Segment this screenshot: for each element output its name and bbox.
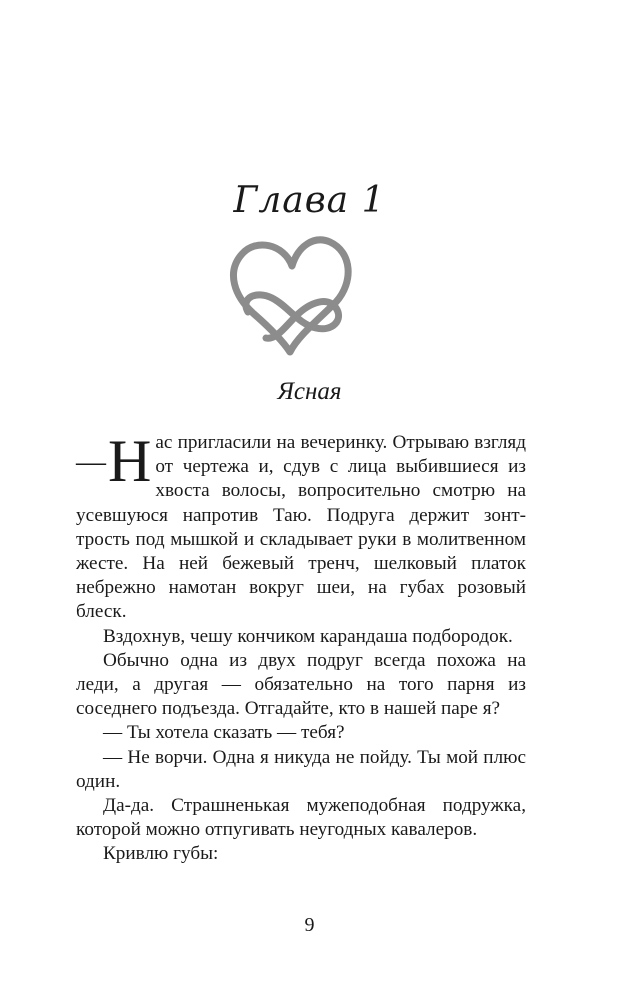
paragraph-7: Кривлю губы: [103, 843, 219, 865]
paragraph-2: Вздохнув, чешу кончиком карандаша подбородок. [103, 625, 513, 647]
heart-infinity-icon [226, 232, 360, 356]
chapter-body [76, 428, 526, 867]
section-title: Ясная [277, 378, 342, 405]
paragraph-6: Да-да. Страшненькая мужеподобная подружка, которой можно отпугивать неугодных кавалеров. [76, 795, 526, 841]
paragraph-1 [76, 428, 526, 625]
dropcap [76, 428, 152, 494]
paragraph-1-text: ас пригласили на вечеринку. Отрываю взгляд от чертежа и, сдув с лица выбившиеся из хвоста волосы, вопросительно смотрю на усевшуюся напротив Таю. Подруга держит зонт-трость под мышкой и складывает руки в молитвенном жесте. На ней бежевый тренч, шелковый платок небрежно намотан вокруг шеи, на губах розовый блеск. [76, 432, 526, 623]
dropcap-letter: Н [108, 428, 152, 494]
paragraph-3: Обычно одна из двух подруг всегда похожа на леди, а другая — обязательно на того парня из соседнего подъезда. Отгадайте, кто в нашей паре я? [76, 649, 526, 720]
dropcap-dash: — [76, 445, 106, 478]
chapter-title: Глава 1 [233, 180, 386, 221]
page-number: 9 [304, 914, 315, 936]
paragraph-5: — Не ворчи. Одна я никуда не пойду. Ты мой плюс один. [76, 746, 526, 792]
paragraph-4: — Ты хотела сказать — тебя? [103, 722, 345, 744]
